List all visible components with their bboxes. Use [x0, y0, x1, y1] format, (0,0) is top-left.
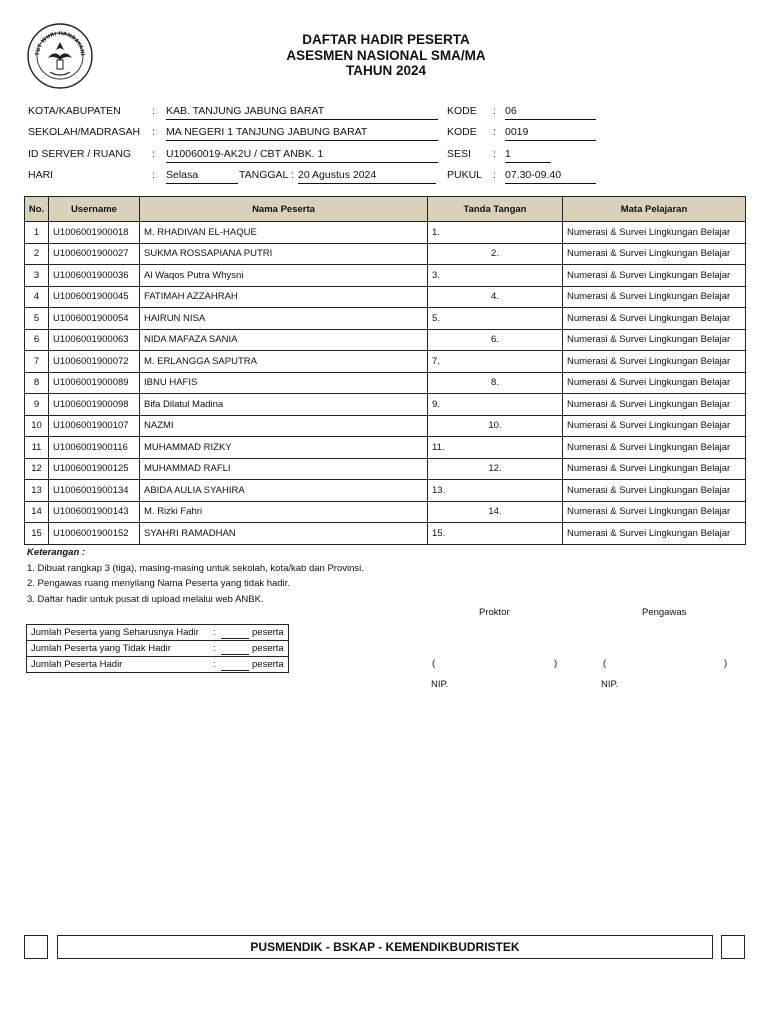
kota-value: KAB. TANJUNG JABUNG BARAT [166, 105, 438, 120]
colon: : [213, 627, 216, 638]
row-username: U1006001900143 [49, 501, 140, 523]
colon: : [493, 169, 496, 181]
row-nama-peserta: SYAHRI RAMADHAN [140, 523, 428, 545]
pukul-label: PUKUL [447, 169, 483, 181]
document-title [0, 32, 768, 79]
pengawas-close-paren: ) [724, 658, 728, 669]
row-tanda-tangan[interactable]: 5. [428, 308, 563, 330]
row-mata-pelajaran: Numerasi & Survei Lingkungan Belajar [563, 523, 746, 545]
row-nama-peserta: HAIRUN NISA [140, 308, 428, 330]
row-tanda-tangan[interactable]: 7. [428, 351, 563, 373]
summary-blank[interactable] [221, 645, 249, 655]
row-number: 11 [25, 437, 49, 459]
row-tanda-tangan[interactable]: 10. [428, 415, 563, 437]
row-mata-pelajaran: Numerasi & Survei Lingkungan Belajar [563, 501, 746, 523]
table-row [25, 372, 746, 394]
row-mata-pelajaran: Numerasi & Survei Lingkungan Belajar [563, 222, 746, 244]
attendance-summary-box [26, 624, 289, 673]
row-nama-peserta: NIDA MAFAZA SANIA [140, 329, 428, 351]
proktor-close-paren: ) [554, 658, 558, 669]
row-nama-peserta: M. ERLANGGA SAPUTRA [140, 351, 428, 373]
row-tanda-tangan[interactable]: 15. [428, 523, 563, 545]
tanggal-label: TANGGAL : [239, 169, 294, 181]
proktor-nip: NIP. [431, 679, 449, 690]
table-header-row [25, 197, 746, 222]
table-row [25, 458, 746, 480]
row-tanda-tangan[interactable]: 9. [428, 394, 563, 416]
summary-blank[interactable] [221, 661, 249, 671]
row-nama-peserta: MUHAMMAD RAFLI [140, 458, 428, 480]
summary-label: Jumlah Peserta Hadir [31, 659, 123, 670]
table-row [25, 329, 746, 351]
summary-unit: peserta [252, 659, 284, 670]
row-username: U1006001900036 [49, 265, 140, 287]
row-number: 8 [25, 372, 49, 394]
server-value: U10060019-AK2U / CBT ANBK. 1 [166, 148, 438, 163]
row-username: U1006001900098 [49, 394, 140, 416]
row-mata-pelajaran: Numerasi & Survei Lingkungan Belajar [563, 480, 746, 502]
row-username: U1006001900045 [49, 286, 140, 308]
row-number: 12 [25, 458, 49, 480]
row-username: U1006001900116 [49, 437, 140, 459]
row-username: U1006001900107 [49, 415, 140, 437]
row-nama-peserta: SUKMA ROSSAPIANA PUTRI [140, 243, 428, 265]
hari-label: HARI [28, 169, 54, 181]
footer-banner: PUSMENDIK - BSKAP - KEMENDIKBUDRISTEK [57, 935, 713, 959]
row-tanda-tangan[interactable]: 3. [428, 265, 563, 287]
row-tanda-tangan[interactable]: 4. [428, 286, 563, 308]
notes [27, 545, 364, 607]
row-username: U1006001900018 [49, 222, 140, 244]
row-number: 4 [25, 286, 49, 308]
table-row [25, 523, 746, 545]
row-number: 15 [25, 523, 49, 545]
header-no: No. [25, 197, 49, 222]
kode-label: KODE [447, 105, 477, 117]
row-tanda-tangan[interactable]: 6. [428, 329, 563, 351]
proktor-label: Proktor [479, 607, 510, 618]
row-tanda-tangan[interactable]: 1. [428, 222, 563, 244]
row-number: 5 [25, 308, 49, 330]
row-mata-pelajaran: Numerasi & Survei Lingkungan Belajar [563, 286, 746, 308]
note-item: 1. Dibuat rangkap 3 (tiga), masing-masing untuk sekolah, kota/kab dan Provinsi. [27, 562, 364, 574]
row-nama-peserta: Bifa Dilatul Madina [140, 394, 428, 416]
server-label: ID SERVER / RUANG [28, 148, 132, 160]
row-number: 1 [25, 222, 49, 244]
colon: : [152, 105, 155, 117]
row-username: U1006001900134 [49, 480, 140, 502]
summary-row [27, 657, 288, 672]
table-row [25, 351, 746, 373]
hari-value: Selasa [166, 169, 238, 184]
row-mata-pelajaran: Numerasi & Survei Lingkungan Belajar [563, 437, 746, 459]
row-nama-peserta: Al Waqos Putra Whysni [140, 265, 428, 287]
summary-label: Jumlah Peserta yang Tidak Hadir [31, 643, 171, 654]
colon: : [152, 148, 155, 160]
kode-label: KODE [447, 126, 477, 138]
header-tanda-tangan: Tanda Tangan [428, 197, 563, 222]
attendance-table [24, 196, 746, 545]
pengawas-open-paren: ( [603, 658, 607, 669]
footer-right-square [721, 935, 745, 959]
table-row [25, 394, 746, 416]
colon: : [493, 105, 496, 117]
notes-title: Keterangan : [27, 547, 86, 558]
row-mata-pelajaran: Numerasi & Survei Lingkungan Belajar [563, 265, 746, 287]
colon: : [213, 643, 216, 654]
row-tanda-tangan[interactable]: 2. [428, 243, 563, 265]
sesi-value: 1 [505, 148, 551, 163]
title-line-1: DAFTAR HADIR PESERTA [302, 32, 470, 47]
colon: : [152, 126, 155, 138]
tanggal-value: 20 Agustus 2024 [298, 169, 436, 184]
row-mata-pelajaran: Numerasi & Survei Lingkungan Belajar [563, 351, 746, 373]
row-nama-peserta: ABIDA AULIA SYAHIRA [140, 480, 428, 502]
row-number: 2 [25, 243, 49, 265]
kode-sekolah-value: 0019 [505, 126, 596, 141]
summary-unit: peserta [252, 627, 284, 638]
footer-left-square [24, 935, 48, 959]
sekolah-value: MA NEGERI 1 TANJUNG JABUNG BARAT [166, 126, 438, 141]
title-line-2: ASESMEN NASIONAL SMA/MA [286, 47, 486, 63]
row-mata-pelajaran: Numerasi & Survei Lingkungan Belajar [563, 372, 746, 394]
row-username: U1006001900072 [49, 351, 140, 373]
kode-kota-value: 06 [505, 105, 596, 120]
table-row [25, 501, 746, 523]
row-nama-peserta: M. RHADIVAN EL-HAQUE [140, 222, 428, 244]
row-mata-pelajaran: Numerasi & Survei Lingkungan Belajar [563, 329, 746, 351]
row-username: U1006001900089 [49, 372, 140, 394]
row-nama-peserta: MUHAMMAD RIZKY [140, 437, 428, 459]
table-row [25, 265, 746, 287]
row-number: 9 [25, 394, 49, 416]
colon: : [493, 148, 496, 160]
sekolah-label: SEKOLAH/MADRASAH [28, 126, 141, 138]
table-row [25, 437, 746, 459]
summary-label: Jumlah Peserta yang Seharusnya Hadir [31, 627, 199, 638]
table-row [25, 286, 746, 308]
colon: : [213, 659, 216, 670]
pengawas-nip: NIP. [601, 679, 619, 690]
sesi-label: SESI [447, 148, 471, 160]
row-username: U1006001900063 [49, 329, 140, 351]
table-body [25, 222, 746, 545]
row-nama-peserta: IBNU HAFIS [140, 372, 428, 394]
row-nama-peserta: FATIMAH AZZAHRAH [140, 286, 428, 308]
summary-unit: peserta [252, 643, 284, 654]
row-mata-pelajaran: Numerasi & Survei Lingkungan Belajar [563, 458, 746, 480]
row-number: 3 [25, 265, 49, 287]
row-username: U1006001900054 [49, 308, 140, 330]
row-number: 13 [25, 480, 49, 502]
row-mata-pelajaran: Numerasi & Survei Lingkungan Belajar [563, 243, 746, 265]
row-username: U1006001900027 [49, 243, 140, 265]
table-row [25, 308, 746, 330]
table-row [25, 222, 746, 244]
proktor-open-paren: ( [432, 658, 436, 669]
row-tanda-tangan[interactable]: 11. [428, 437, 563, 459]
row-username: U1006001900125 [49, 458, 140, 480]
row-tanda-tangan[interactable]: 12. [428, 458, 563, 480]
row-tanda-tangan[interactable]: 13. [428, 480, 563, 502]
row-username: U1006001900152 [49, 523, 140, 545]
row-mata-pelajaran: Numerasi & Survei Lingkungan Belajar [563, 308, 746, 330]
note-item: 3. Daftar hadir untuk pusat di upload melalui web ANBK. [27, 593, 264, 605]
summary-row [27, 641, 288, 657]
colon: : [152, 169, 155, 181]
row-number: 6 [25, 329, 49, 351]
row-tanda-tangan[interactable]: 8. [428, 372, 563, 394]
header-nama-peserta: Nama Peserta [140, 197, 428, 222]
note-item: 2. Pengawas ruang menyilang Nama Peserta yang tidak hadir. [27, 578, 290, 589]
summary-blank[interactable] [221, 629, 249, 639]
colon: : [493, 126, 496, 138]
logo-text: TUT WURI HANDAYANI [34, 30, 86, 56]
table-row [25, 415, 746, 437]
pengawas-label: Pengawas [642, 607, 687, 618]
table-row [25, 480, 746, 502]
header-mata-pelajaran: Mata Pelajaran [563, 197, 746, 222]
row-nama-peserta: NAZMI [140, 415, 428, 437]
header-username: Username [49, 197, 140, 222]
row-number: 10 [25, 415, 49, 437]
title-line-3: TAHUN 2024 [345, 63, 427, 78]
row-mata-pelajaran: Numerasi & Survei Lingkungan Belajar [563, 415, 746, 437]
row-number: 7 [25, 351, 49, 373]
row-nama-peserta: M. Rizki Fahri [140, 501, 428, 523]
row-tanda-tangan[interactable]: 14. [428, 501, 563, 523]
row-mata-pelajaran: Numerasi & Survei Lingkungan Belajar [563, 394, 746, 416]
kota-label: KOTA/KABUPATEN [28, 105, 121, 117]
pukul-value: 07.30-09.40 [505, 169, 596, 184]
table-row [25, 243, 746, 265]
row-number: 14 [25, 501, 49, 523]
summary-row [27, 625, 288, 641]
